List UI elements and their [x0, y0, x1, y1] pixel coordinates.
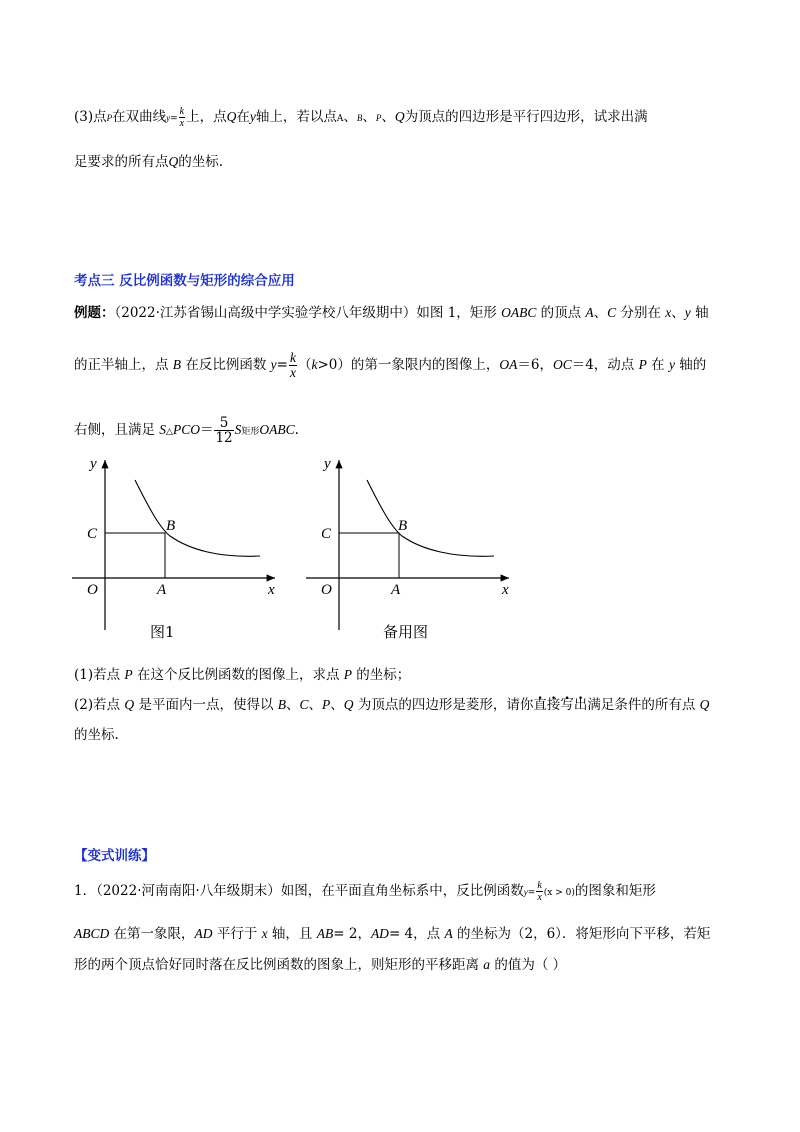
- q3-fraction: $\frac{k}{x}$: [179, 106, 185, 129]
- practice-line2: ABCD 在第一象限，AD 平行于 x 轴，且 AB= 2，AD= 4，点 A 的坐标为（2，6）．将矩形向下平移，若矩: [74, 926, 711, 942]
- label-o: O: [321, 582, 332, 598]
- figure-2: [294, 450, 524, 650]
- label-c: C: [321, 526, 332, 542]
- example-fraction: $\frac{k}{x}$: [289, 350, 296, 380]
- example-line1: 例题：（2022·江苏省锡山高级中学实验学校八年级期中）如图 1，矩形 OABC 的顶点 A、C 分别在 x、y 轴: [74, 305, 709, 321]
- question-1: (1)若点 P 在这个反比例函数的图像上，求点 P 的坐标；: [74, 667, 411, 683]
- figure-2-caption: 备用图: [383, 623, 429, 641]
- practice-title: 【变式训练】: [74, 848, 155, 864]
- label-a: A: [391, 582, 401, 598]
- practice-line3: 形的两个顶点恰好同时落在反比例函数的图象上，则矩形的平移距离 a 的值为（ ）: [74, 957, 567, 973]
- q3-line2: 足要求的所有点Q的坐标.: [74, 154, 224, 170]
- example-line3: 右侧，且满足 S△PCO＝ $\frac{5}{12}$ S矩形OABC.: [74, 415, 299, 446]
- figure-1: [60, 450, 290, 650]
- label-x: x: [268, 582, 275, 598]
- rectangle-oabc: [339, 533, 399, 578]
- label-y: y: [90, 456, 97, 472]
- label-b: B: [166, 518, 176, 534]
- section-title: 考点三 反比例函数与矩形的综合应用: [74, 273, 295, 289]
- practice-line1: 1．（2022·河南南阳·八年级期末）如图，在平面直角坐标系中，反比例函数y= $\frac{k}{x}$ (x > 0)的图象和矩形: [74, 880, 656, 903]
- example-fraction-5-12: $\frac{5}{12}$: [215, 415, 233, 446]
- label-a: A: [157, 582, 167, 598]
- label-b: B: [398, 518, 408, 534]
- hyperbola-curve: [367, 480, 494, 556]
- question-2-line2: 的坐标.: [74, 727, 119, 743]
- question-2-line1: (2)若点 Q 是平面内一点，使得以 B、C、P、Q 为顶点的四边形是菱形，请你直接写出满足条件的所有点 Q: [74, 697, 710, 713]
- hyperbola-curve: [135, 480, 260, 556]
- q3-line1: (3)点P在双曲线y= $\frac{k}{x}$ 上，点Q在y轴上，若以点A、B、P、Q为顶点的四边形是平行四边形，试求出满: [74, 106, 648, 129]
- example-line2: 的正半轴上，点 B 在反比例函数 y= $\frac{k}{x}$ （k>0）的第一象限内的图像上，OA＝6，OC＝4，动点 P 在 y 轴的: [74, 350, 707, 380]
- label-y: y: [324, 456, 331, 472]
- label-x: x: [502, 582, 509, 598]
- label-c: C: [87, 526, 98, 542]
- rectangle-oabc: [105, 533, 165, 578]
- label-o: O: [87, 582, 98, 598]
- practice-fraction: $\frac{k}{x}$: [537, 880, 542, 903]
- figure-1-caption: 图1: [150, 623, 175, 641]
